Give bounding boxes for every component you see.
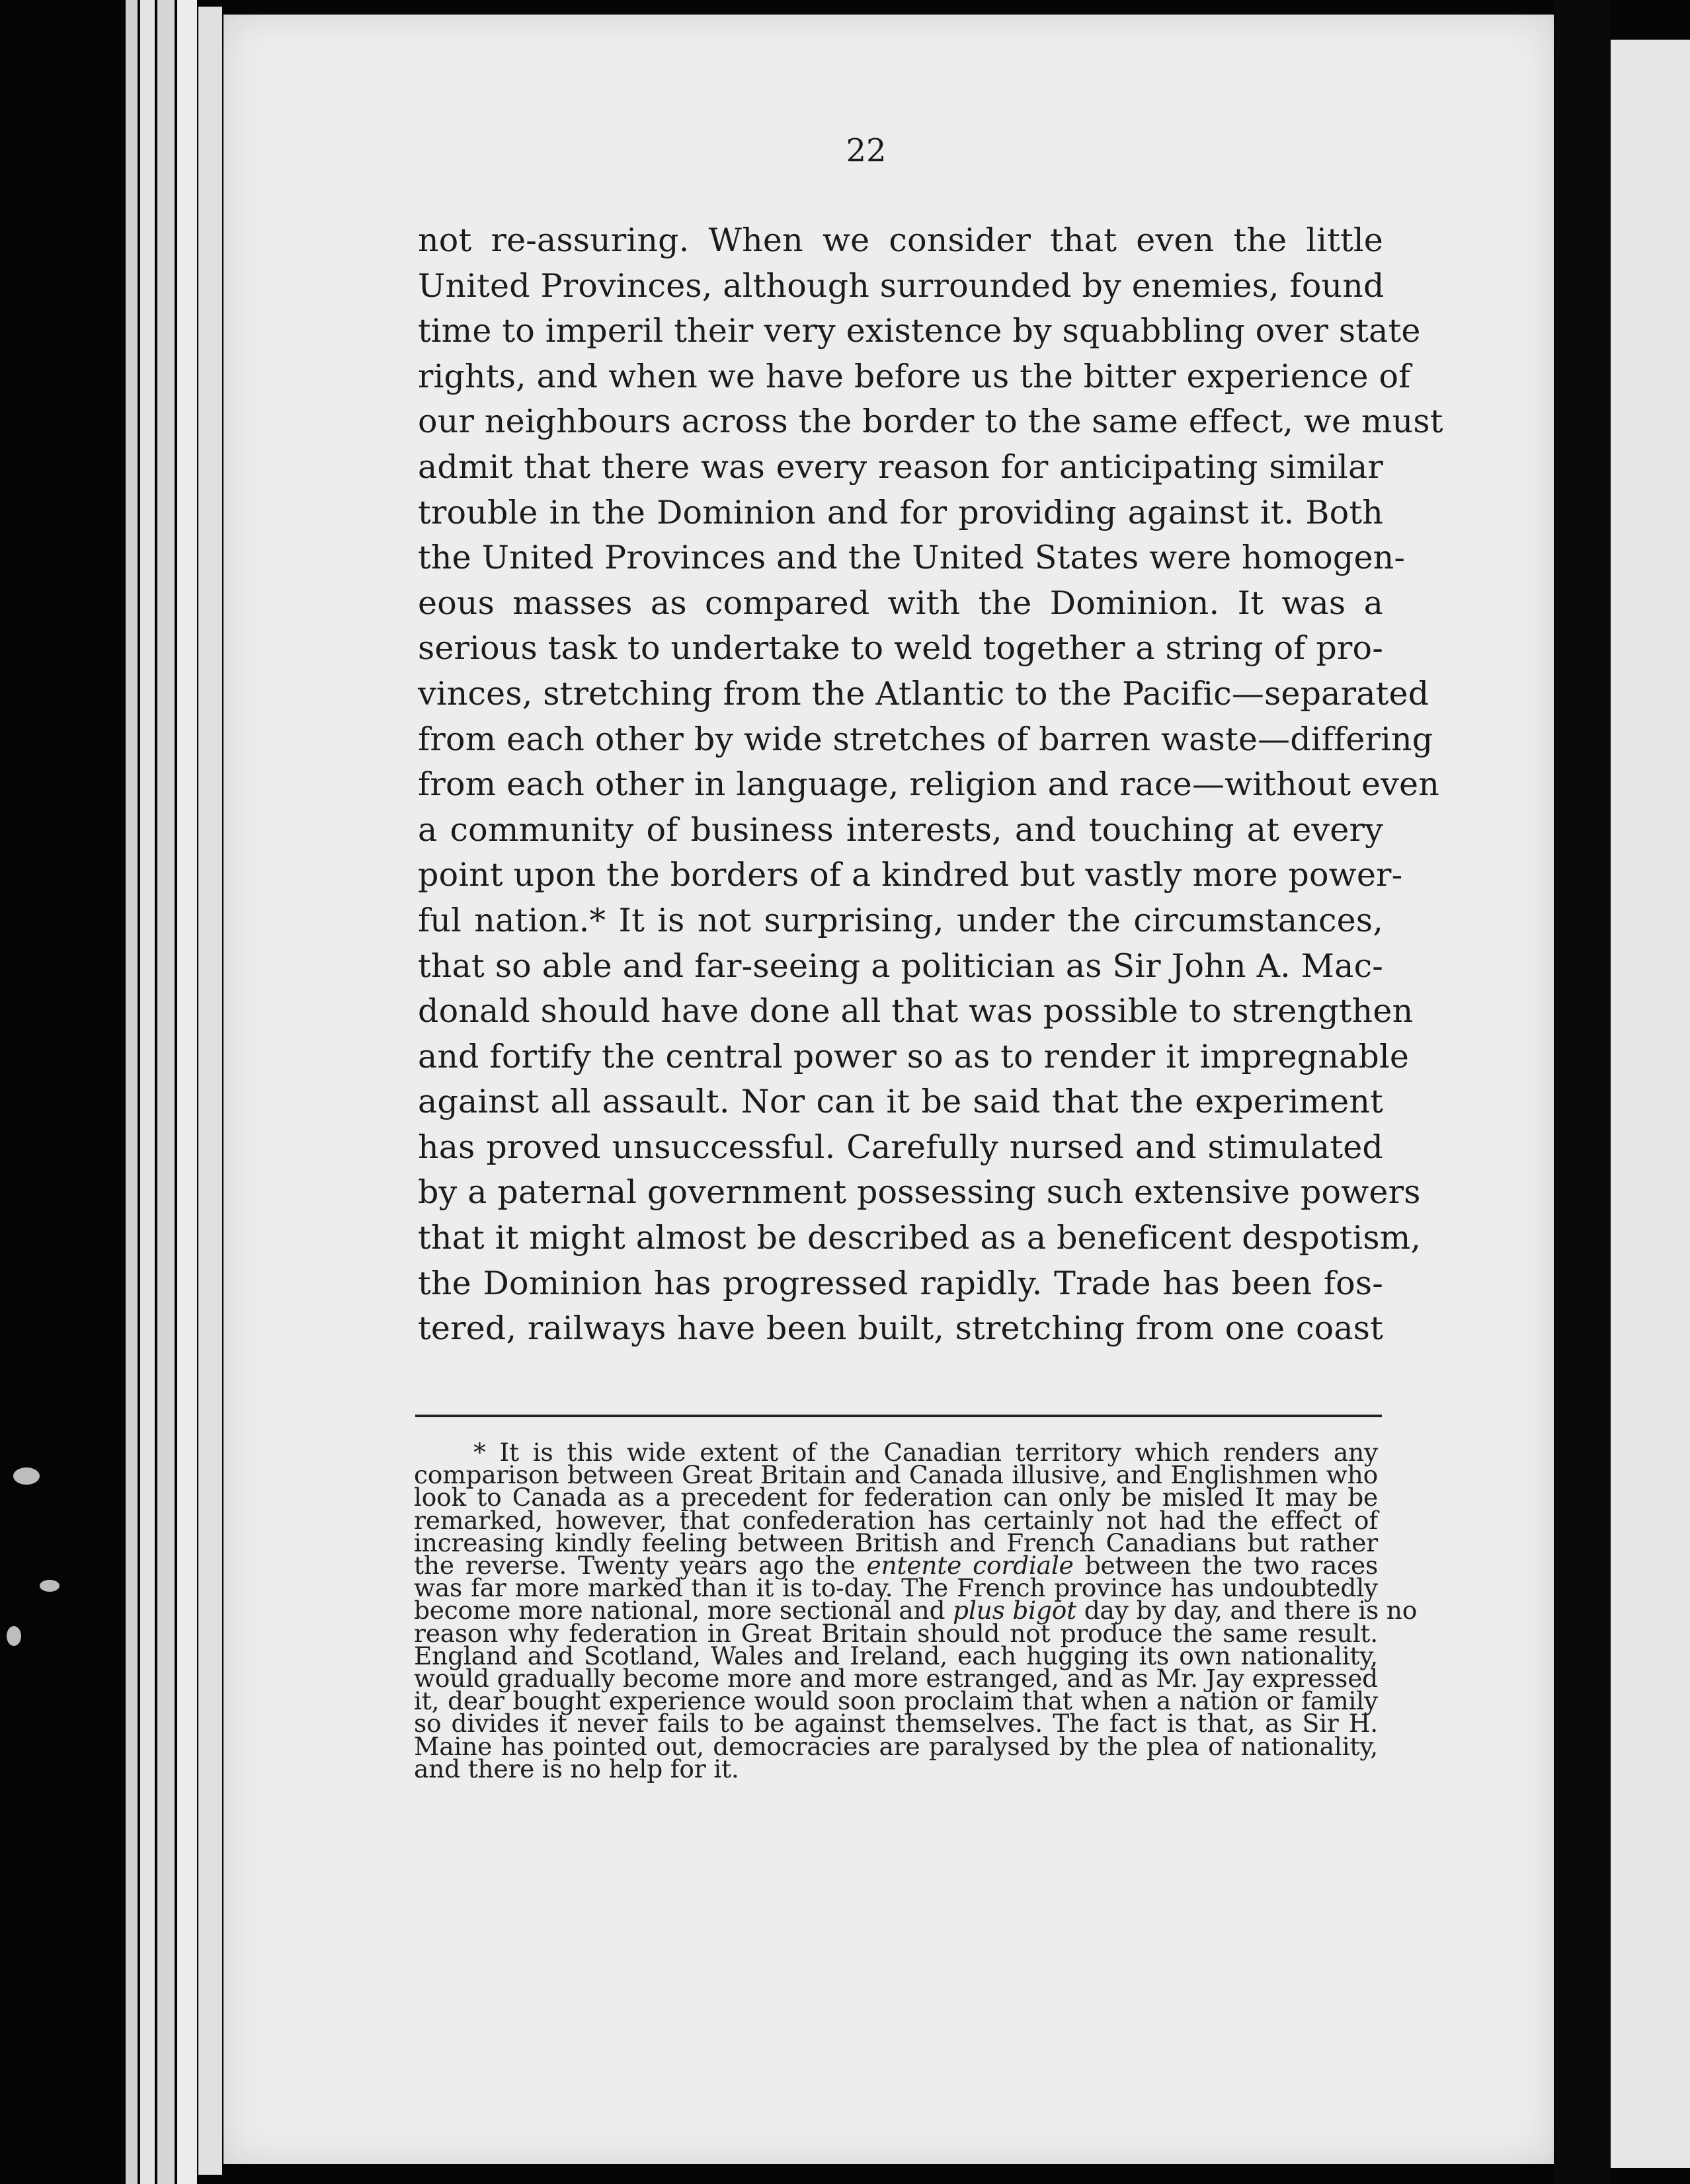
text-line: the Dominion has progressed rapidly. Trade has been fos- (418, 1264, 1383, 1302)
footnote-line: look to Canada as a precedent for federation can only be misled It may be (414, 1483, 1378, 1512)
book-page-edge (126, 0, 138, 2184)
text-line: United Provinces, although surrounded by enemies, found (418, 266, 1385, 305)
text-line: has proved unsuccessful. Carefully nursed and stimulated (418, 1128, 1383, 1166)
footnote-line: increasing kindly feeling between British and French Canadians but rather (414, 1528, 1378, 1557)
footnote-line: Maine has pointed out, democracies are paralysed by the plea of nationality, (414, 1731, 1378, 1761)
footnote-line: reason why federation in Great Britain should not produce the same result. (414, 1618, 1378, 1648)
book-page-edge (198, 7, 222, 2175)
footnote-italic-text: entente cordiale (866, 1551, 1074, 1580)
text-line: trouble in the Dominion and for providing against it. Both (418, 493, 1383, 531)
footnote-text: between the two races (1084, 1551, 1378, 1580)
footnote-text: become more national, more sectional and (414, 1596, 946, 1625)
text-line: admit that there was every reason for anticipating similar (418, 448, 1383, 486)
footnote-line: remarked, however, that confederation has certainly not had the effect of (414, 1505, 1378, 1535)
footnote-line: * It is this wide extent of the Canadian territory which renders any (473, 1438, 1378, 1467)
text-line: our neighbours across the border to the same effect, we must (418, 403, 1443, 441)
text-line: donald should have done all that was possible to strengthen (418, 992, 1414, 1031)
footnote (414, 1438, 1418, 1783)
text-line: point upon the borders of a kindred but vastly more power- (418, 856, 1403, 894)
text-line: ful nation.* It is not surprising, under the circumstances, (418, 901, 1383, 939)
text-line: not re-assuring. When we consider that even the little (418, 221, 1383, 259)
text-line: that so able and far-seeing a politician as Sir John A. Mac- (418, 947, 1383, 985)
book-page-edge (140, 0, 155, 2184)
footnote-line: and there is no help for it. (414, 1754, 739, 1783)
gutter-shadow (1554, 0, 1611, 2184)
text-line: from each other in language, religion and race—without even (418, 765, 1439, 804)
text-line: from each other by wide stretches of barren waste—differing (418, 720, 1433, 758)
text-line: rights, and when we have before us the bitter experience of (418, 357, 1411, 395)
page-number: 22 (846, 132, 887, 169)
text-line: a community of business interests, and touching at every (418, 810, 1383, 849)
footnote-text: the reverse. Twenty years ago the (414, 1551, 856, 1580)
scan-speck (40, 1580, 60, 1592)
text-line: time to imperil their very existence by squabbling over state (418, 312, 1421, 350)
text-line: tered, railways have been built, stretching from one coast (418, 1309, 1383, 1348)
text-line: against all assault. Nor can it be said that the experiment (418, 1083, 1383, 1121)
scan-speck (7, 1626, 21, 1646)
footnote-text: day by day, and there is no (1084, 1596, 1418, 1625)
text-line: and fortify the central power so as to render it impregnable (418, 1037, 1410, 1075)
text-line: the United Provinces and the United States were homogen- (418, 539, 1406, 577)
scan-speck (13, 1467, 40, 1485)
footnote-line: England and Scotland, Wales and Ireland, each hugging its own nationality, (414, 1641, 1378, 1670)
text-line: eous masses as compared with the Dominion. It was a (418, 584, 1383, 622)
footnote-rule (415, 1415, 1382, 1417)
text-line: vinces, stretching from the Atlantic to the Pacific—separated (418, 674, 1429, 713)
book-page-edge (177, 0, 197, 2184)
footnote-line: it, dear bought experience would soon proclaim that when a nation or family (414, 1686, 1378, 1716)
book-page-edge (157, 0, 175, 2184)
footnote-italic-text: plus bigot (953, 1596, 1077, 1625)
text-line: that it might almost be described as a beneficent despotism, (418, 1219, 1422, 1257)
text-line: by a paternal government possessing such extensive powers (418, 1173, 1421, 1212)
footnote-line: would gradually become more and more estranged, and as Mr. Jay expressed (414, 1664, 1378, 1694)
footnote-line: comparison between Great Britain and Canada illusive, and Englishmen who (414, 1460, 1378, 1490)
body-text (418, 218, 1443, 1352)
adjacent-page (1611, 40, 1690, 2168)
text-line: serious task to undertake to weld together a string of pro- (418, 629, 1383, 668)
footnote-line: was far more marked than it is to-day. The French province has undoubtedly (414, 1573, 1378, 1603)
footnote-line: so divides it never fails to be against themselves. The fact is that, as Sir H. (414, 1709, 1378, 1738)
